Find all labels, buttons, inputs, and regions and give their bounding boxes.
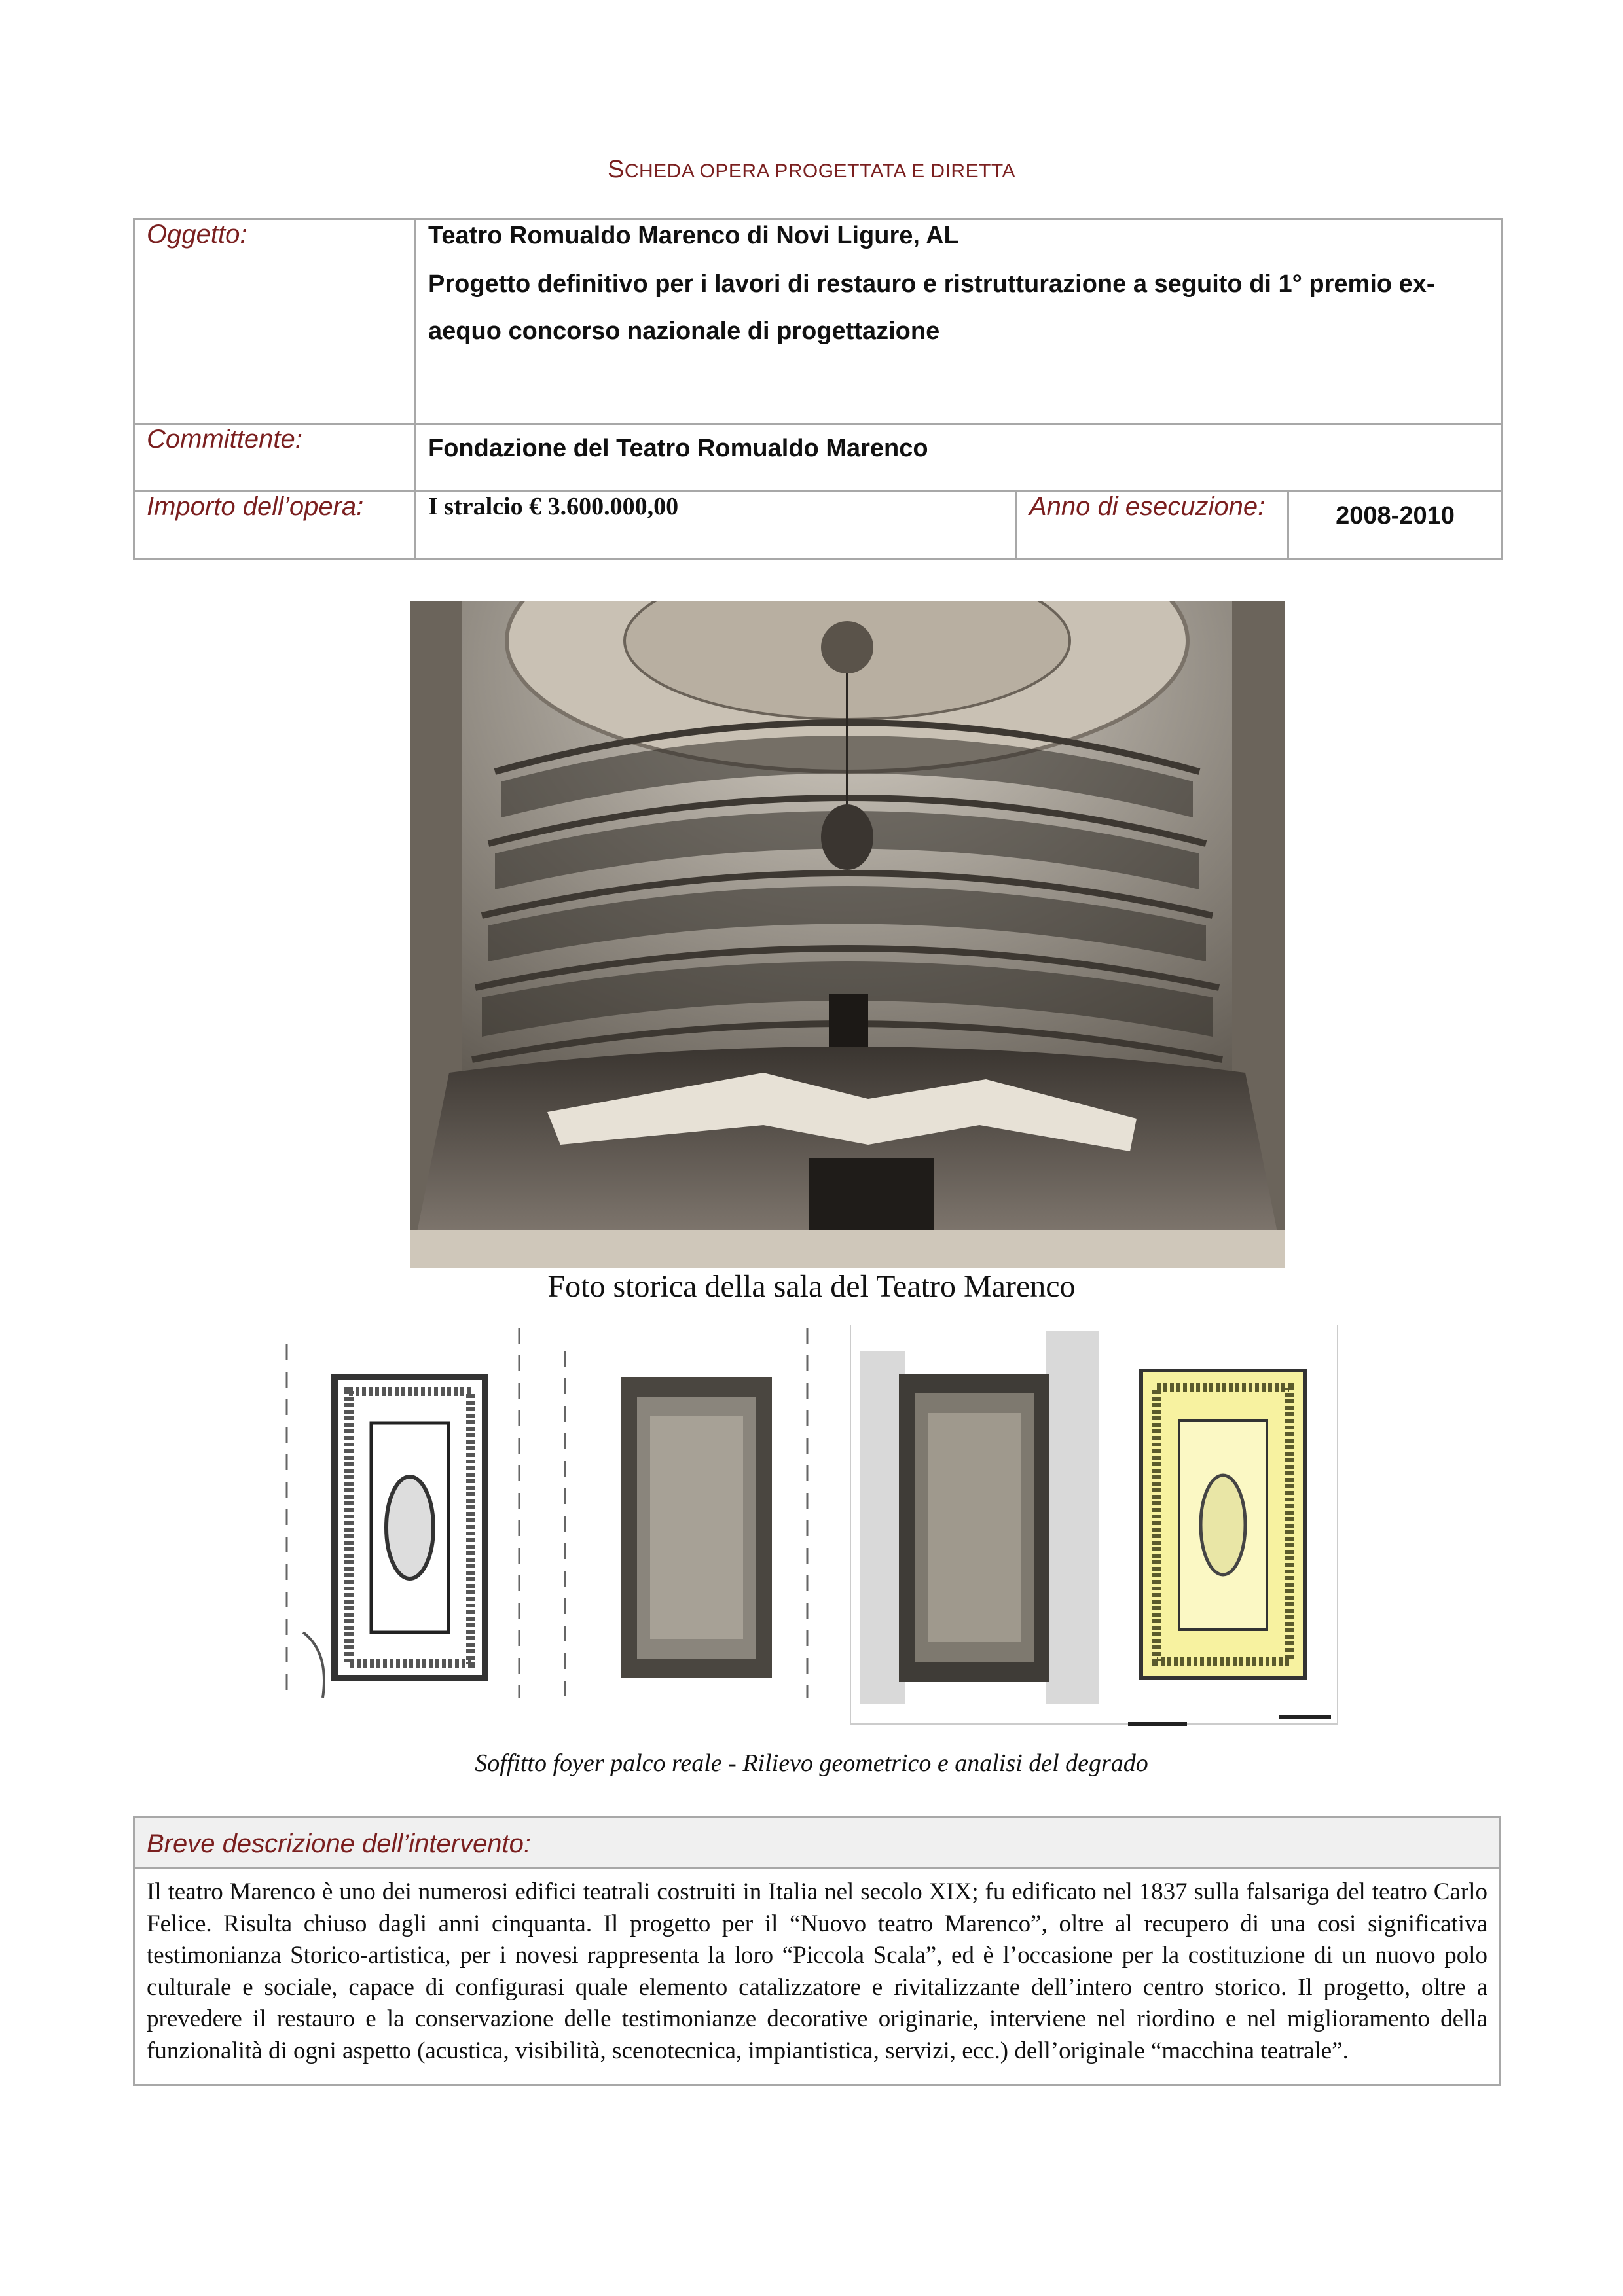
- committente-value: Fondazione del Teatro Romualdo Marenco: [416, 424, 1503, 492]
- importo-label: Importo dell’opera:: [134, 492, 416, 559]
- title-initial: S: [607, 156, 625, 183]
- degradation-analysis: [850, 1325, 1338, 1724]
- description-box: [133, 1816, 1501, 2086]
- drawings-caption: Soffitto foyer palco reale - Rilievo geometrico e analisi del degrado: [475, 1749, 1148, 1777]
- ceiling-survey-drawings: [283, 1325, 1338, 1731]
- historical-theatre-photo: [410, 601, 1285, 1268]
- photo-caption: Foto storica della sala del Teatro Marenco: [547, 1269, 1076, 1304]
- anno-value: 2008-2010: [1288, 492, 1503, 559]
- description-heading: Breve descrizione dell’intervento:: [135, 1818, 1499, 1869]
- row-committente: [134, 424, 1503, 492]
- description-text: Il teatro Marenco è uno dei numerosi edifici teatrali costruiti in Italia nel secolo XIX; fu edificato nel 1837 sulla falsariga del teatro Carlo Felice. Risulta chiuso dagli anni cinquanta. Il progetto per il “Nuovo teatro Marenco”, oltre al recupero di una cosi significativa testimonianza Storico-artistica, per i novesi rappresenta la loro “Piccola Scala”, ed è l’occasione per la costituzione di un nuovo polo culturale e sociale, capace di configurasi quale elemento catalizzatore e rivitalizzante dell’intero centro storico. Il progetto, oltre a prevedere il restauro e la conservazione delle testimonianze decorative originarie, interviene nel riordino e nel miglioramento della funzionalità di ogni aspetto (acustica, visibilità, scenotecnica, impiantistica, servizi, ecc.) dell’originale “macchina teatrale”.: [147, 1878, 1487, 2064]
- committente-label: Committente:: [134, 424, 416, 492]
- importo-value: I stralcio € 3.600.000,00: [416, 492, 1017, 559]
- project-info-table: [133, 218, 1503, 560]
- row-oggetto: [134, 219, 1503, 424]
- document-title: [0, 156, 1623, 184]
- oggetto-label: Oggetto:: [134, 219, 416, 424]
- row-importo: [134, 492, 1503, 559]
- theatre-photo-drawing: [410, 601, 1285, 1268]
- oggetto-description: Progetto definitivo per i lavori di restauro e ristrutturazione a seguito di 1° premio ex-aequo concorso nazionale di progettazione: [428, 270, 1435, 345]
- title-rest: CHEDA OPERA PROGETTATA E DIRETTA: [624, 160, 1016, 182]
- oggetto-value-cell: [416, 219, 1503, 424]
- anno-label: Anno di esecuzione:: [1017, 492, 1288, 559]
- oggetto-title: Teatro Romualdo Marenco di Novi Ligure, AL: [428, 222, 959, 249]
- drawings-panel: [283, 1325, 1338, 1731]
